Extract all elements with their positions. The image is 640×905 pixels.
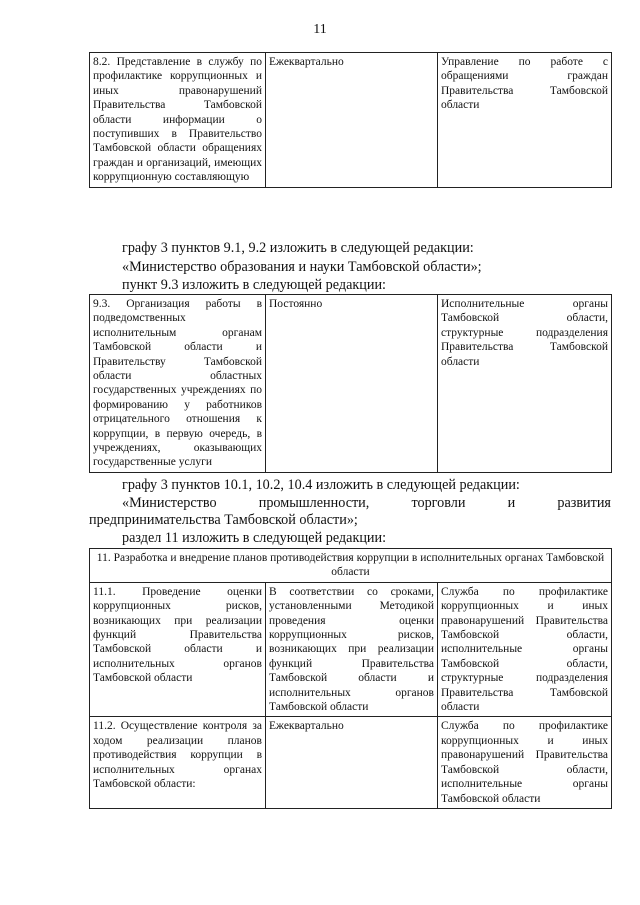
instruction-9-3: пункт 9.3 изложить в следующей редакции: xyxy=(122,277,386,293)
period-cell: В соответствии со сроками, установленными Методикой проведения оценки коррупционных рисков, возникающих при реализации функций Правительства Тамбовской области и исполнительных органов Тамбовской области xyxy=(266,582,438,717)
quote-ministry-industry xyxy=(122,495,611,512)
quote-ministry-education: «Министерство образования и науки Тамбовской области»; xyxy=(122,259,482,275)
quote-word: развития xyxy=(557,495,611,511)
table-item-9-3 xyxy=(89,294,612,473)
responsible-cell: Служба по профилактике коррупционных и иных правонарушений Правительства Тамбовской области, исполнительные органы Тамбовской области, структурные подразделения Правительства Тамбовской области xyxy=(438,582,612,717)
table-row xyxy=(90,295,612,473)
quote-ministry-industry-line2: предпринимательства Тамбовской области»; xyxy=(89,512,358,528)
quote-word: и xyxy=(507,495,516,511)
action-cell: 11.1. Проведение оценки коррупционных рисков, возникающих при реализации функций Правительства Тамбовской области и исполнительных органов Тамбовской области xyxy=(90,582,266,717)
action-cell: 8.2. Представление в службу по профилактике коррупционных и иных правонарушений Правительства Тамбовской области информации о поступивших в Правительство Тамбовской области обращениях граждан и организаций, имеющих коррупционную составляющую xyxy=(90,53,266,188)
table-item-8-2 xyxy=(89,52,612,188)
instruction-9-1-9-2: графу 3 пунктов 9.1, 9.2 изложить в следующей редакции: xyxy=(122,240,474,256)
action-cell: 11.2. Осуществление контроля за ходом реализации планов противодействия коррупции в исполнительных органах Тамбовской области: xyxy=(90,717,266,808)
table-row xyxy=(90,717,612,808)
quote-word: торговли xyxy=(411,495,466,511)
instruction-section-11: раздел 11 изложить в следующей редакции: xyxy=(122,530,387,546)
responsible-cell: Исполнительные органы Тамбовской области, структурные подразделения Правительства Тамбовской области xyxy=(438,295,612,473)
responsible-cell: Управление по работе с обращениями граждан Правительства Тамбовской области xyxy=(438,53,612,188)
action-cell: 9.3. Организация работы в подведомственных исполнительным органам Тамбовской области и Правительству Тамбовской области областных государственных учреждениях по формированию у работников отрицательного отношения к коррупции, в первую очередь, в учреждениях, оказывающих государственные услуги xyxy=(90,295,266,473)
period-cell: Ежеквартально xyxy=(266,53,438,188)
period-cell: Ежеквартально xyxy=(266,717,438,808)
period-cell: Постоянно xyxy=(266,295,438,473)
quote-word: «Министерство xyxy=(122,495,217,511)
quote-word: промышленности, xyxy=(258,495,370,511)
section-header-cell: 11. Разработка и внедрение планов противодействия коррупции в исполнительных органах Тамбовской области xyxy=(90,549,612,583)
table-header-row xyxy=(90,549,612,583)
table-row xyxy=(90,53,612,188)
page-number: 11 xyxy=(313,22,327,37)
table-section-11 xyxy=(89,548,612,809)
responsible-cell: Служба по профилактике коррупционных и иных правонарушений Правительства Тамбовской области, исполнительные органы Тамбовской области xyxy=(438,717,612,808)
instruction-10: графу 3 пунктов 10.1, 10.2, 10.4 изложить в следующей редакции: xyxy=(122,477,520,493)
table-row xyxy=(90,582,612,717)
